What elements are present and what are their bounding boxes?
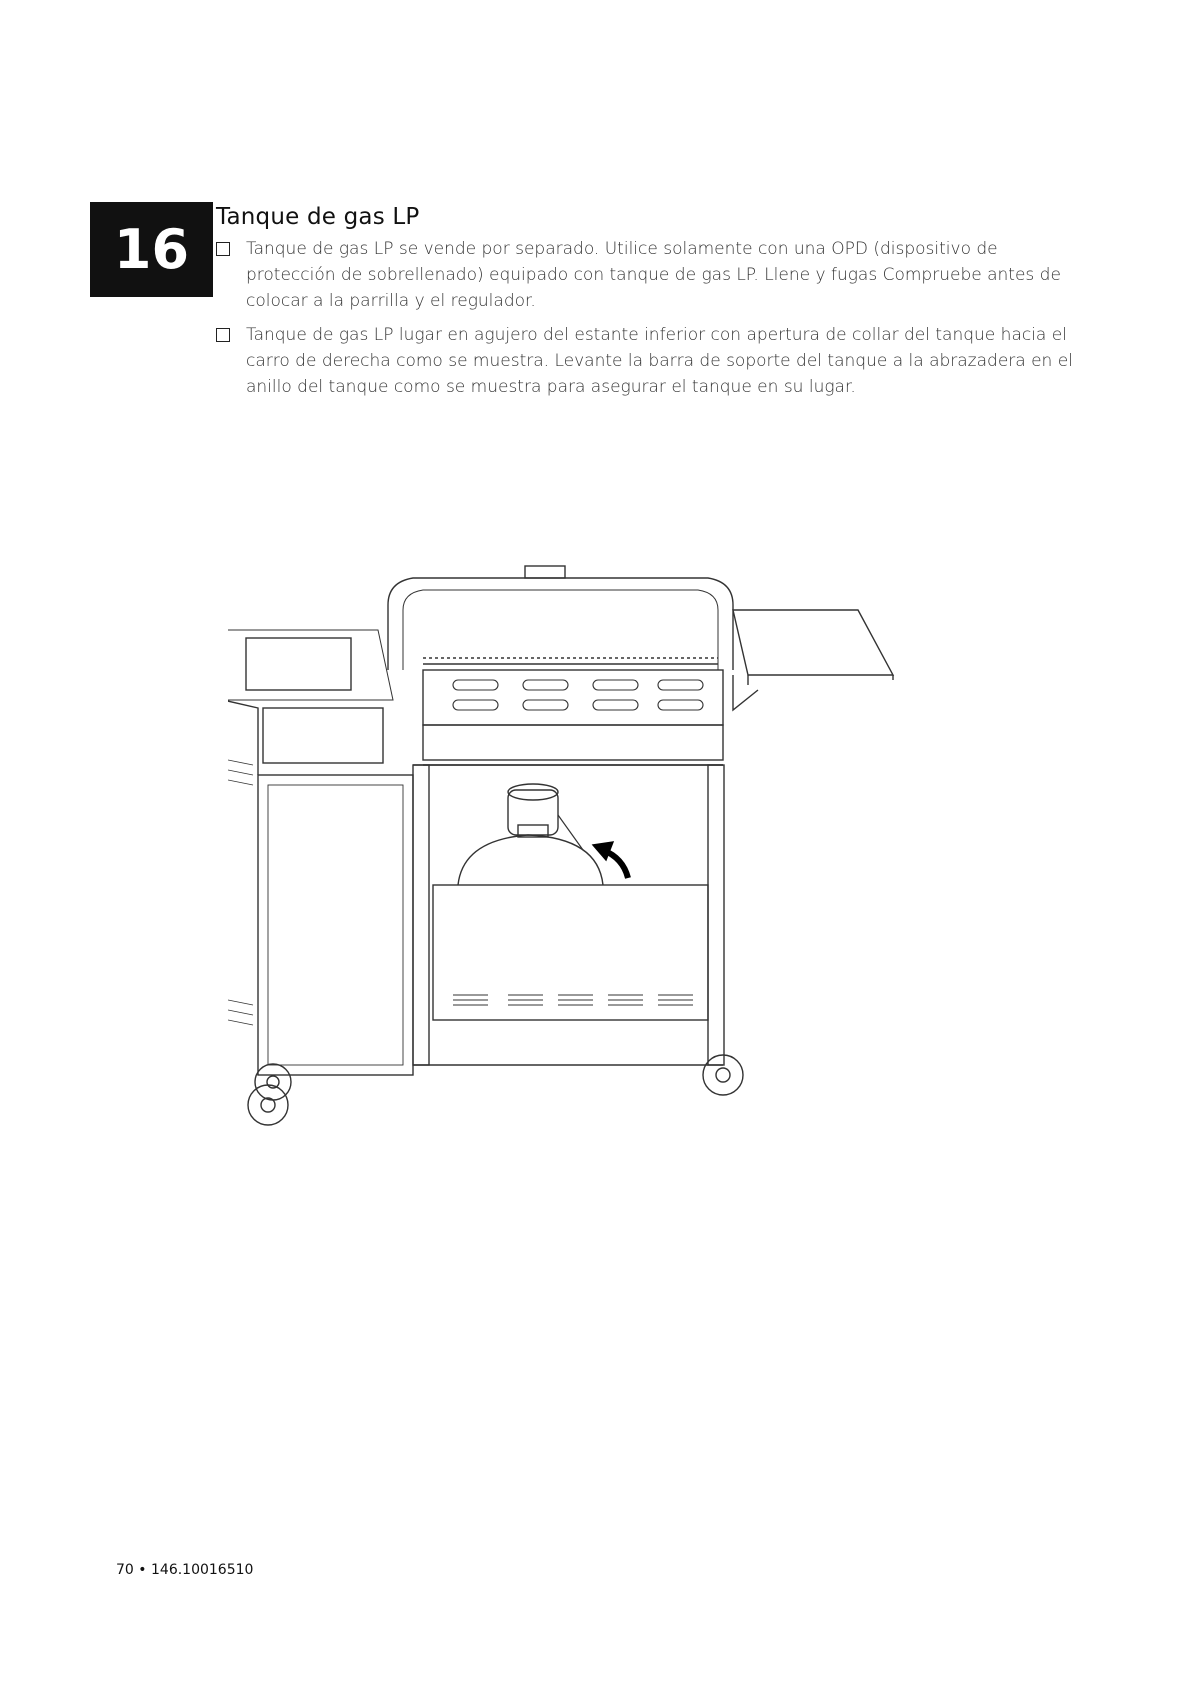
instruction-text: Tanque de gas LP lugar en agujero del estante inferior con apertura de collar del tanque hacia el carro de derecha como se muestra. Levante la barra de soporte del tanque a la abrazadera en el anillo del tanque como se muestra para asegurar el tanque en su lugar.: [246, 325, 1073, 397]
instruction-list: [216, 236, 1076, 408]
grill-tank-illustration: [228, 560, 968, 1185]
page-footer: [116, 1562, 253, 1578]
checkbox-icon: [216, 242, 230, 256]
instruction-item: [216, 322, 1076, 400]
page-number: 70: [116, 1562, 134, 1578]
instruction-text: Tanque de gas LP se vende por separado. Utilice solamente con una OPD (dispositivo de protección de sobrellenado) equipado con tanque de gas LP. Llene y fugas Compruebe antes de colocar a la parrilla y el regulador.: [246, 239, 1061, 311]
instruction-item: [216, 236, 1076, 314]
step-number-badge: [90, 202, 213, 297]
checkbox-icon: [216, 328, 230, 342]
section-title: Tanque de gas LP: [216, 204, 420, 230]
footer-separator: •: [138, 1562, 147, 1578]
step-number: 16: [113, 218, 190, 281]
model-number: 146.10016510: [151, 1562, 254, 1578]
